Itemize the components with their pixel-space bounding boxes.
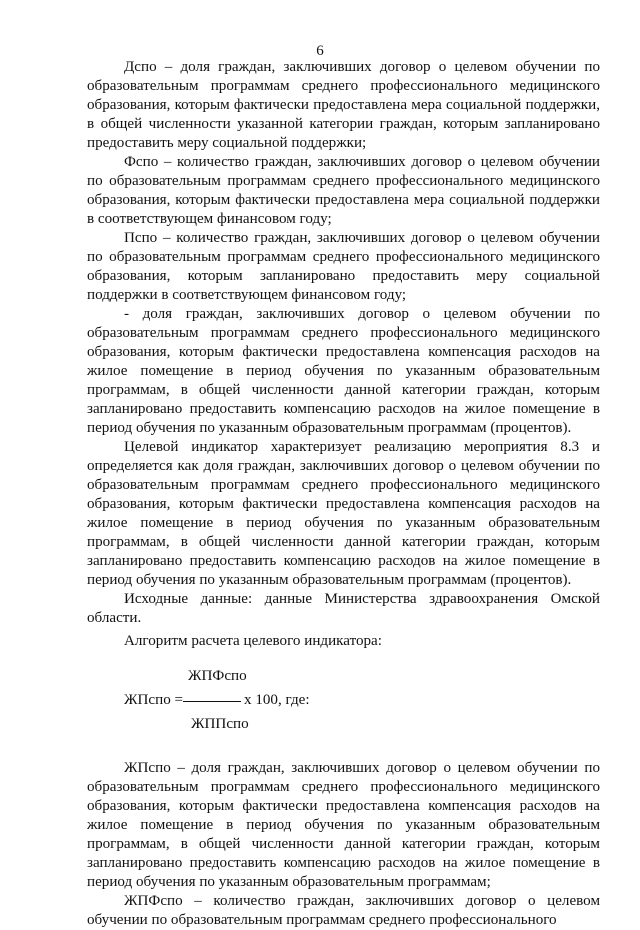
- formula-fraction-bar: [183, 701, 241, 702]
- paragraph-dspo-definition: Дспо – доля граждан, заключивших договор о целевом обучении по образовательным программам среднего профессионального медицинского образования, которым фактически предоставлена мера социальной поддержки, в общей численности указанной категории граждан, которым запланировано предоставить меру социальной поддержки;: [87, 59, 600, 151]
- formula-lhs: ЖПспо =: [124, 692, 184, 708]
- formula-numerator: ЖПФспо: [188, 668, 247, 684]
- formula: [87, 655, 600, 751]
- paragraph-source-data: Исходные данные: данные Министерства здравоохранения Омской области.: [87, 591, 600, 626]
- formula-denominator: ЖППспо: [191, 716, 249, 732]
- paragraph-fspo-definition: Фспо – количество граждан, заключивших договор о целевом обучении по образовательным программам среднего профессионального медицинского образования, которым фактически предоставлена мера социальной поддержки в соответствующем финансовом году;: [87, 154, 600, 227]
- algorithm-title: Алгоритм расчета целевого индикатора:: [124, 633, 382, 649]
- page-number: 6: [316, 43, 324, 59]
- page-content: [87, 58, 600, 930]
- paragraph-pspo-definition: Пспо – количество граждан, заключивших договор о целевом обучении по образовательным программам среднего профессионального медицинского образования, которым запланировано предоставить меру социальной поддержки в соответствующем финансовом году;: [87, 230, 600, 303]
- paragraph-target-indicator: Целевой индикатор характеризует реализацию мероприятия 8.3 и определяется как доля граждан, заключивших договор о целевом обучении по образовательным программам среднего профессионального медицинского образования, которым фактически предоставлена компенсация расходов на жилое помещение в период обучения по указанным образовательным программам, в общей численности данной категории граждан, которым запланировано предоставить компенсацию расходов на жилое помещение в период обучения по указанным образовательным программам (процентов).: [87, 439, 600, 588]
- paragraph-zhpspo-definition: ЖПспо – доля граждан, заключивших договор о целевом обучении по образовательным программам среднего профессионального медицинского образования, которым фактически предоставлена компенсация расходов на жилое помещение в период обучения по указанным образовательным программам, в общей численности данной категории граждан, которым запланировано предоставить компенсацию расходов на жилое помещение в период обучения по указанным образовательным программам;: [87, 760, 600, 890]
- formula-multiplier: х 100, где:: [244, 692, 310, 708]
- paragraph-housing-share-definition: - доля граждан, заключивших договор о целевом обучении по образовательным программам среднего профессионального медицинского образования, которым фактически предоставлена компенсация расходов на жилое помещение в период обучения по указанным образовательным программам, в общей численности данной категории граждан, которым запланировано предоставить компенсацию расходов на жилое помещение в период обучения по указанным образовательным программам (процентов).: [87, 306, 600, 436]
- paragraph-zhpfspo-definition: ЖПФспо – количество граждан, заключивших договор о целевом обучении по образовательным программам среднего профессионального: [87, 893, 600, 928]
